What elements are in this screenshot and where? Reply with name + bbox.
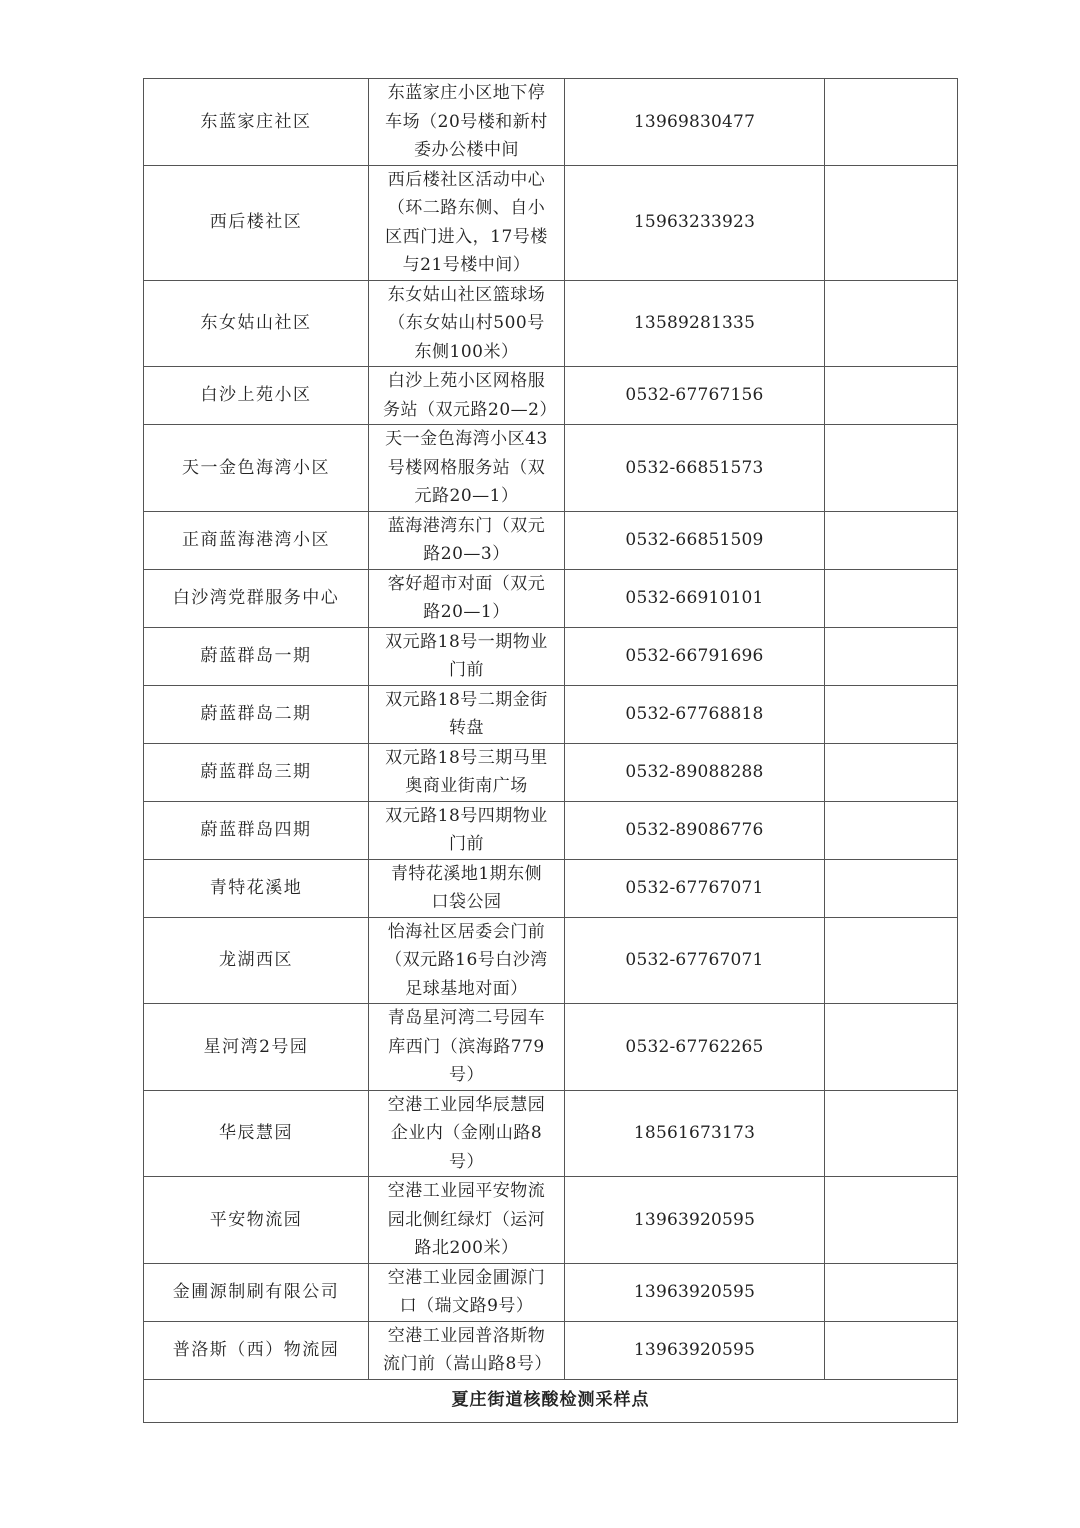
site-phone-cell: 13963920595 bbox=[565, 1321, 825, 1379]
site-note-cell bbox=[825, 569, 958, 627]
site-address-cell: 双元路18号三期马里奥商业街南广场 bbox=[369, 743, 565, 801]
table-row bbox=[144, 859, 958, 917]
site-phone-cell: 13963920595 bbox=[565, 1177, 825, 1264]
site-name-cell: 东女姑山社区 bbox=[144, 280, 369, 367]
table-row bbox=[144, 511, 958, 569]
site-note-cell bbox=[825, 1177, 958, 1264]
site-phone-cell: 0532-67767071 bbox=[565, 859, 825, 917]
site-note-cell bbox=[825, 1004, 958, 1091]
site-phone-cell: 18561673173 bbox=[565, 1090, 825, 1177]
table-row bbox=[144, 801, 958, 859]
table-row bbox=[144, 917, 958, 1004]
site-name-cell: 白沙上苑小区 bbox=[144, 367, 369, 425]
site-address-cell: 空港工业园平安物流园北侧红绿灯（运河路北200米） bbox=[369, 1177, 565, 1264]
site-phone-cell: 13589281335 bbox=[565, 280, 825, 367]
table-row bbox=[144, 367, 958, 425]
site-name-cell: 星河湾2号园 bbox=[144, 1004, 369, 1091]
site-address-cell: 空港工业园金圃源门口（瑞文路9号） bbox=[369, 1263, 565, 1321]
site-phone-cell: 0532-67767156 bbox=[565, 367, 825, 425]
table-row bbox=[144, 425, 958, 512]
site-note-cell bbox=[825, 801, 958, 859]
site-note-cell bbox=[825, 165, 958, 280]
site-address-cell: 空港工业园普洛斯物流门前（嵩山路8号） bbox=[369, 1321, 565, 1379]
table-row bbox=[144, 1090, 958, 1177]
site-phone-cell: 0532-66910101 bbox=[565, 569, 825, 627]
site-name-cell: 天一金色海湾小区 bbox=[144, 425, 369, 512]
site-note-cell bbox=[825, 79, 958, 166]
site-note-cell bbox=[825, 685, 958, 743]
site-name-cell: 正商蓝海港湾小区 bbox=[144, 511, 369, 569]
site-name-cell: 金圃源制刷有限公司 bbox=[144, 1263, 369, 1321]
site-phone-cell: 0532-67768818 bbox=[565, 685, 825, 743]
sampling-sites-table bbox=[143, 78, 958, 1423]
site-note-cell bbox=[825, 367, 958, 425]
site-address-cell: 青特花溪地1期东侧口袋公园 bbox=[369, 859, 565, 917]
site-note-cell bbox=[825, 280, 958, 367]
site-address-cell: 怡海社区居委会门前（双元路16号白沙湾足球基地对面） bbox=[369, 917, 565, 1004]
site-note-cell bbox=[825, 627, 958, 685]
site-address-cell: 双元路18号四期物业门前 bbox=[369, 801, 565, 859]
site-phone-cell: 0532-67762265 bbox=[565, 1004, 825, 1091]
site-phone-cell: 0532-66851573 bbox=[565, 425, 825, 512]
sampling-sites-body bbox=[144, 79, 958, 1380]
site-note-cell bbox=[825, 917, 958, 1004]
site-phone-cell: 0532-67767071 bbox=[565, 917, 825, 1004]
site-name-cell: 蔚蓝群岛三期 bbox=[144, 743, 369, 801]
table-row bbox=[144, 165, 958, 280]
table-row bbox=[144, 280, 958, 367]
site-address-cell: 空港工业园华辰慧园企业内（金刚山路8号） bbox=[369, 1090, 565, 1177]
document-page bbox=[143, 78, 957, 1423]
site-name-cell: 华辰慧园 bbox=[144, 1090, 369, 1177]
table-row bbox=[144, 627, 958, 685]
site-phone-cell: 13969830477 bbox=[565, 79, 825, 166]
site-name-cell: 普洛斯（西）物流园 bbox=[144, 1321, 369, 1379]
site-phone-cell: 13963920595 bbox=[565, 1263, 825, 1321]
table-row bbox=[144, 1177, 958, 1264]
section-title: 夏庄街道核酸检测采样点 bbox=[144, 1379, 958, 1422]
site-name-cell: 蔚蓝群岛四期 bbox=[144, 801, 369, 859]
site-note-cell bbox=[825, 1263, 958, 1321]
site-note-cell bbox=[825, 859, 958, 917]
site-name-cell: 蔚蓝群岛一期 bbox=[144, 627, 369, 685]
site-name-cell: 龙湖西区 bbox=[144, 917, 369, 1004]
site-name-cell: 西后楼社区 bbox=[144, 165, 369, 280]
site-phone-cell: 0532-66791696 bbox=[565, 627, 825, 685]
site-note-cell bbox=[825, 511, 958, 569]
site-name-cell: 青特花溪地 bbox=[144, 859, 369, 917]
site-phone-cell: 0532-89086776 bbox=[565, 801, 825, 859]
site-name-cell: 蔚蓝群岛二期 bbox=[144, 685, 369, 743]
site-address-cell: 双元路18号一期物业门前 bbox=[369, 627, 565, 685]
section-footer bbox=[144, 1379, 958, 1422]
site-address-cell: 客好超市对面（双元路20—1） bbox=[369, 569, 565, 627]
table-row bbox=[144, 685, 958, 743]
table-row bbox=[144, 569, 958, 627]
site-address-cell: 天一金色海湾小区43号楼网格服务站（双元路20—1） bbox=[369, 425, 565, 512]
site-address-cell: 东蓝家庄小区地下停车场（20号楼和新村委办公楼中间 bbox=[369, 79, 565, 166]
site-name-cell: 东蓝家庄社区 bbox=[144, 79, 369, 166]
site-address-cell: 西后楼社区活动中心（环二路东侧、自小区西门进入，17号楼与21号楼中间） bbox=[369, 165, 565, 280]
site-phone-cell: 0532-89088288 bbox=[565, 743, 825, 801]
table-row bbox=[144, 1004, 958, 1091]
site-name-cell: 白沙湾党群服务中心 bbox=[144, 569, 369, 627]
section-title-row bbox=[144, 1379, 958, 1422]
site-address-cell: 东女姑山社区篮球场（东女姑山村500号东侧100米） bbox=[369, 280, 565, 367]
site-address-cell: 双元路18号二期金街转盘 bbox=[369, 685, 565, 743]
site-address-cell: 蓝海港湾东门（双元路20—3） bbox=[369, 511, 565, 569]
site-name-cell: 平安物流园 bbox=[144, 1177, 369, 1264]
site-note-cell bbox=[825, 425, 958, 512]
site-phone-cell: 0532-66851509 bbox=[565, 511, 825, 569]
table-row bbox=[144, 1263, 958, 1321]
site-phone-cell: 15963233923 bbox=[565, 165, 825, 280]
site-address-cell: 青岛星河湾二号园车库西门（滨海路779号） bbox=[369, 1004, 565, 1091]
site-address-cell: 白沙上苑小区网格服务站（双元路20—2） bbox=[369, 367, 565, 425]
table-row bbox=[144, 1321, 958, 1379]
table-row bbox=[144, 743, 958, 801]
site-note-cell bbox=[825, 1321, 958, 1379]
site-note-cell bbox=[825, 743, 958, 801]
table-row bbox=[144, 79, 958, 166]
site-note-cell bbox=[825, 1090, 958, 1177]
